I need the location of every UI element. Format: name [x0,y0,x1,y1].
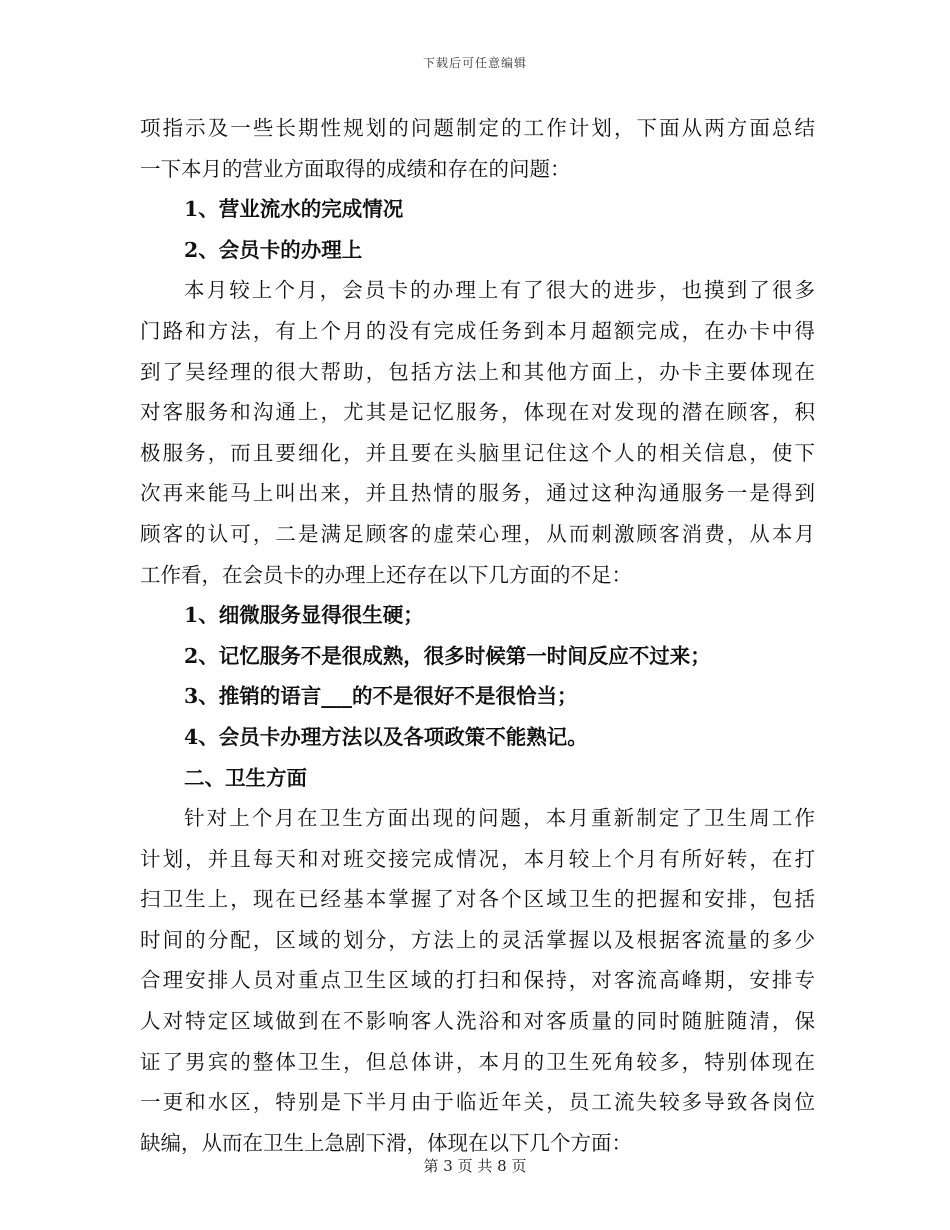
page-header: 下载后可任意编辑 [422,56,527,70]
paragraph-line: 门路和方法，有上个月的没有完成任务到本月超额完成，在办卡中得 [140,318,815,343]
paragraph-line: 项指示及一些长期性规划的问题制定的工作计划，下面从两方面总结 [140,116,815,140]
paragraph-line: 一更和水区，特别是下半月由于临近年关，员工流失较多导致各岗位 [140,1090,815,1115]
paragraph-line: 本月较上个月，会员卡的办理上有了很大的进步，也摸到了很多 [184,278,815,303]
paragraph-line: 对客服务和沟通上，尤其是记忆服务，体现在对发现的潜在顾客，积 [140,400,815,425]
paragraph-line: 人对特定区域做到在不影响客人洗浴和对客质量的同时随脏随清，保 [140,1009,815,1034]
list-item: 3、推销的语言___的不是很好不是很恰当； [184,684,578,709]
paragraph-line: 极服务，而且要细化，并且要在头脑里记住这个人的相关信息，使下 [140,440,815,465]
paragraph-line: 时间的分配，区域的划分，方法上的灵活掌握以及根据客流量的多少 [140,927,815,952]
paragraph-line: 缺编，从而在卫生上急剧下滑，体现在以下几个方面： [140,1130,632,1155]
page-number: 第 3 页 共 8 页 [423,1157,527,1175]
paragraph-line: 扫卫生上，现在已经基本掌握了对各个区域卫生的把握和安排，包括 [140,887,815,912]
list-item: 2、会员卡的办理上 [184,237,363,262]
paragraph-line: 计划，并且每天和对班交接完成情况，本月较上个月有所好转，在打 [140,846,815,871]
list-item: 2、记忆服务不是很成熟，很多时候第一时间反应不过来； [184,643,711,668]
paragraph-line: 一下本月的营业方面取得的成绩和存在的问题： [140,156,571,181]
list-item: 4、会员卡办理方法以及各项政策不能熟记。 [184,724,588,749]
paragraph-line: 顾客的认可，二是满足顾客的虚荣心理，从而刺激顾客消费，从本月 [140,521,815,546]
paragraph-line: 到了吴经理的很大帮助，包括方法上和其他方面上，办卡主要体现在 [140,359,815,384]
section-heading: 二、卫生方面 [184,765,307,790]
paragraph-line: 合理安排人员对重点卫生区域的打扫和保持，对客流高峰期，安排专 [140,968,815,993]
list-item: 1、细微服务显得很生硬； [184,603,424,628]
paragraph-line: 次再来能马上叫出来，并且热情的服务，通过这种沟通服务一是得到 [140,481,815,506]
list-item: 1、营业流水的完成情况 [184,197,404,222]
document-body [140,108,815,1163]
paragraph-line: 工作看，在会员卡的办理上还存在以下几方面的不足： [140,562,632,587]
paragraph-line: 证了男宾的整体卫生，但总体讲，本月的卫生死角较多，特别体现在 [140,1049,815,1074]
paragraph-line: 针对上个月在卫生方面出现的问题，本月重新制定了卫生周工作 [184,806,815,831]
